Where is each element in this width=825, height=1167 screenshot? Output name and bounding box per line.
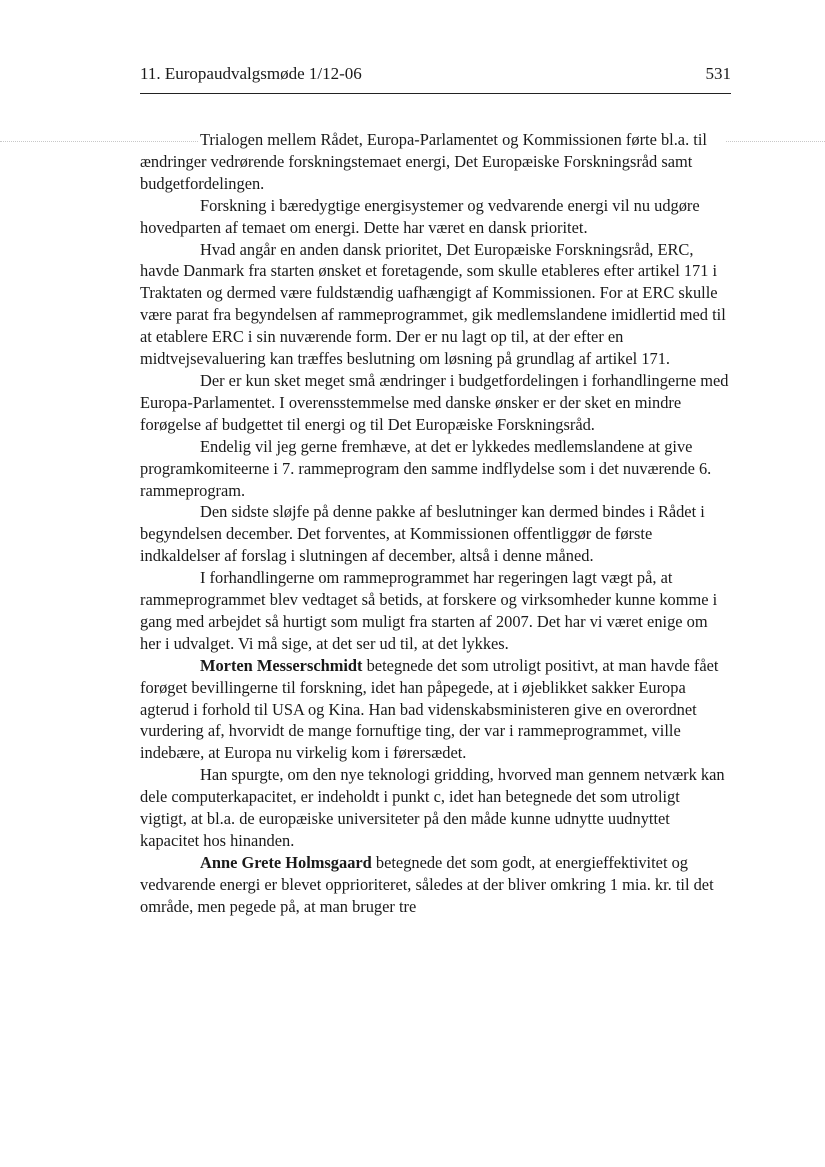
paragraph [140,129,730,195]
paragraph [140,195,730,239]
scan-artifact-line-right [726,141,825,142]
paragraph [140,567,730,655]
paragraph [140,852,730,918]
paragraph-text: Den sidste sløjfe på denne pakke af beslutninger kan dermed bindes i Rådet i begyndelsen december. Det forventes, at Kommissionen offentliggør de første indkaldelser af forslag i slutningen af december, altså i denne måned. [140,502,705,566]
paragraph [140,370,730,436]
paragraph [140,655,730,765]
page-header [140,62,731,86]
paragraph-text: Hvad angår en anden dansk prioritet, Det Europæiske Forskningsråd, ERC, havde Danmark fra starten ønsket et foretagende, som skulle etableres efter artikel 171 i Traktaten og dermed være fuldstændig uafhængigt af Kommissionen. For at ERC skulle være parat fra begyndelsen af rammeprogrammet, gik medlemslandene imidlertid med til at etablere ERC i sin nuværende form. Der er nu lagt op til, at der efter en midtvejsevaluering kan træffes beslutning om løsning på grundlag af artikel 171. [140,239,726,369]
paragraph [140,501,730,567]
paragraph [140,239,730,370]
paragraph-text: betegnede det som godt, at energieffektivitet og vedvarende energi er blevet opprioriteret, således at der bliver omkring 1 mia. kr. til det område, men pegede på, at man bruger tre [140,852,714,916]
paragraph-text: Endelig vil jeg gerne fremhæve, at det er lykkedes medlemslandene at give programkomiteerne i 7. rammeprogram den samme indflydelse som i det nuværende 6. rammeprogram. [140,436,712,500]
paragraph-text: betegnede det som utroligt positivt, at man havde fået forøget bevillingerne til forskning, idet han påpegede, at i øjeblikket sakker Europa agterud i forhold til USA og Kina. Han bad videnskabsministeren give en overordnet vurdering af, hvorvidt de mange fornuftige ting, der var i rammeprogrammet, ville indebære, at Europa nu virkelig kom i førersædet. [140,655,719,763]
paragraph-text: Der er kun sket meget små ændringer i budgetfordelingen i forhandlingerne med Europa-Parlamentet. I overensstemmelse med danske ønsker er der sket en mindre forøgelse af budgettet til energi og til Det Europæiske Forskningsråd. [140,370,729,434]
header-rule [140,93,731,94]
paragraph [140,436,730,502]
speaker-name: Anne Grete Holmsgaard [200,852,372,872]
paragraph-text: Han spurgte, om den nye teknologi gridding, hvorved man gennem netværk kan dele computerkapacitet, er indeholdt i punkt c, idet han betegnede det som utroligt vigtigt, at bl.a. de europæiske universiteter på den måde kunne udnytte uudnyttet kapacitet hos hinanden. [140,765,725,850]
speaker-name: Morten Messerschmidt [200,655,363,675]
header-title: 11. Europaudvalgsmøde 1/12-06 [140,64,362,83]
paragraph-text: I forhandlingerne om rammeprogrammet har regeringen lagt vægt på, at rammeprogrammet blev vedtaget så betids, at forskere og virksomheder kunne komme i gang med arbejdet så hurtigt som muligt fra starten af 2007. Det har vi været enige om her i udvalget. Vi må sige, at det ser ud til, at det lykkes. [140,568,718,653]
page-number: 531 [705,64,731,83]
paragraph [140,764,730,852]
paragraph-text: Forskning i bæredygtige energisystemer og vedvarende energi vil nu udgøre hovedparten af temaet om energi. Dette har været en dansk prioritet. [140,195,700,237]
body-text [140,129,730,918]
paragraph-text: Trialogen mellem Rådet, Europa-Parlamentet og Kommissionen førte bl.a. til ændringer vedrørende forskningstemaet energi, Det Europæiske Forskningsråd samt budgetfordelingen. [140,130,707,193]
